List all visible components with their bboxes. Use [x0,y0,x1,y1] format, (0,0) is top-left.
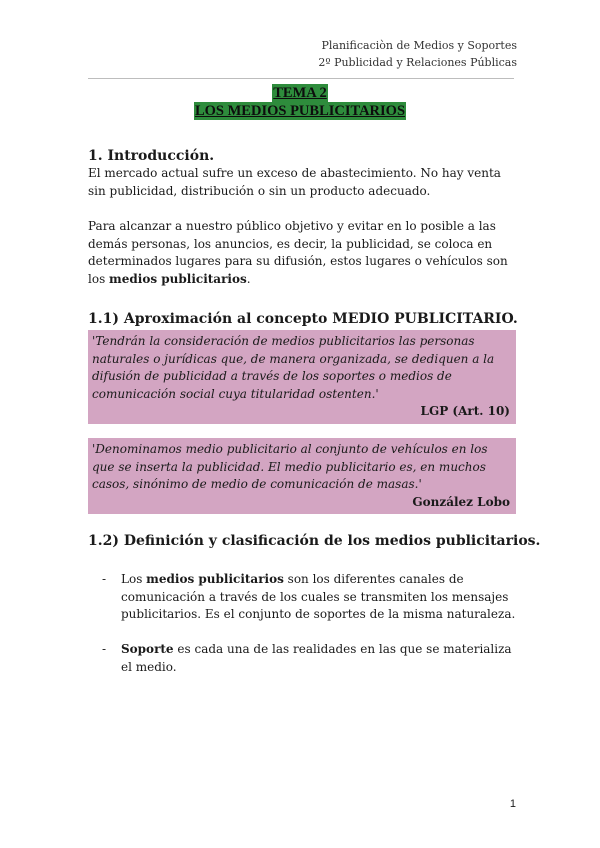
paragraph-2-text: Para alcanzar a nuestro público objetivo y evitar en lo posible a las demás personas, los anuncios, es decir, la publicidad, se coloca en determinados lugares para su difusión, estos lugares o vehículos son los [88,219,508,286]
list-item-text: es cada una de las realidades en las que se materializa el medio. [121,642,512,674]
header-course-title: Planificaciòn de Medios y Soportes [321,39,517,52]
quote-lgp [88,330,516,424]
section-1-paragraph-2 [88,218,518,288]
list-dash: - [102,642,107,656]
section-1-2-heading: 1.2) Definición y clasificación de los medios publicitarios. [88,533,541,549]
quote-gonzalez-lobo-source: González Lobo [412,494,510,509]
section-1-1-heading: 1.1) Aproximación al concepto MEDIO PUBLICITARIO. [88,311,518,327]
list-dash: - [102,572,107,586]
header-degree: 2º Publicidad y Relaciones Públicas [318,56,517,69]
paragraph-2-end: . [246,271,251,286]
list-item [88,571,518,624]
quote-lgp-text: 'Tendrán la consideración de medios publicitarios las personas naturales o jurídicas que, de manera organizada, se dediquen a la difusión de publicidad a través de los soportes o medios de comunicación social cuya titularidad ostenten.' [92,334,495,401]
quote-gonzalez-lobo-text: 'Denominamos medio publicitario al conjunto de vehículos en los que se inserta la publicidad. El medio publicitario es, en muchos casos, sinónimo de medio de comunicación de masas.' [92,442,488,491]
quote-gonzalez-lobo [88,438,516,514]
list-item-term: medios publicitarios [146,572,284,586]
section-1-heading: 1. Introducción. [88,148,215,164]
page-number: 1 [509,798,516,810]
list-item-term: Soporte [121,642,174,656]
quote-lgp-source: LGP (Art. 10) [420,404,510,418]
paragraph-2-bold-term: medios publicitarios [109,271,247,286]
title-topic-number: TEMA 2 [273,85,327,101]
title-topic-name: LOS MEDIOS PUBLICITARIOS [194,103,406,119]
list-item-text: son los diferentes canales de comunicación a través de los cuales se transmiten los mensajes publicitarios. Es el conjunto de soportes de la misma naturaleza. [121,572,516,621]
section-1-paragraph-1: El mercado actual sufre un exceso de abastecimiento. No hay venta sin publicidad, distribución o sin un producto adecuado. [88,166,501,198]
list-item-pre: Los [121,572,147,586]
document-title [0,84,600,120]
list-item [88,641,518,676]
header-divider [88,78,514,79]
